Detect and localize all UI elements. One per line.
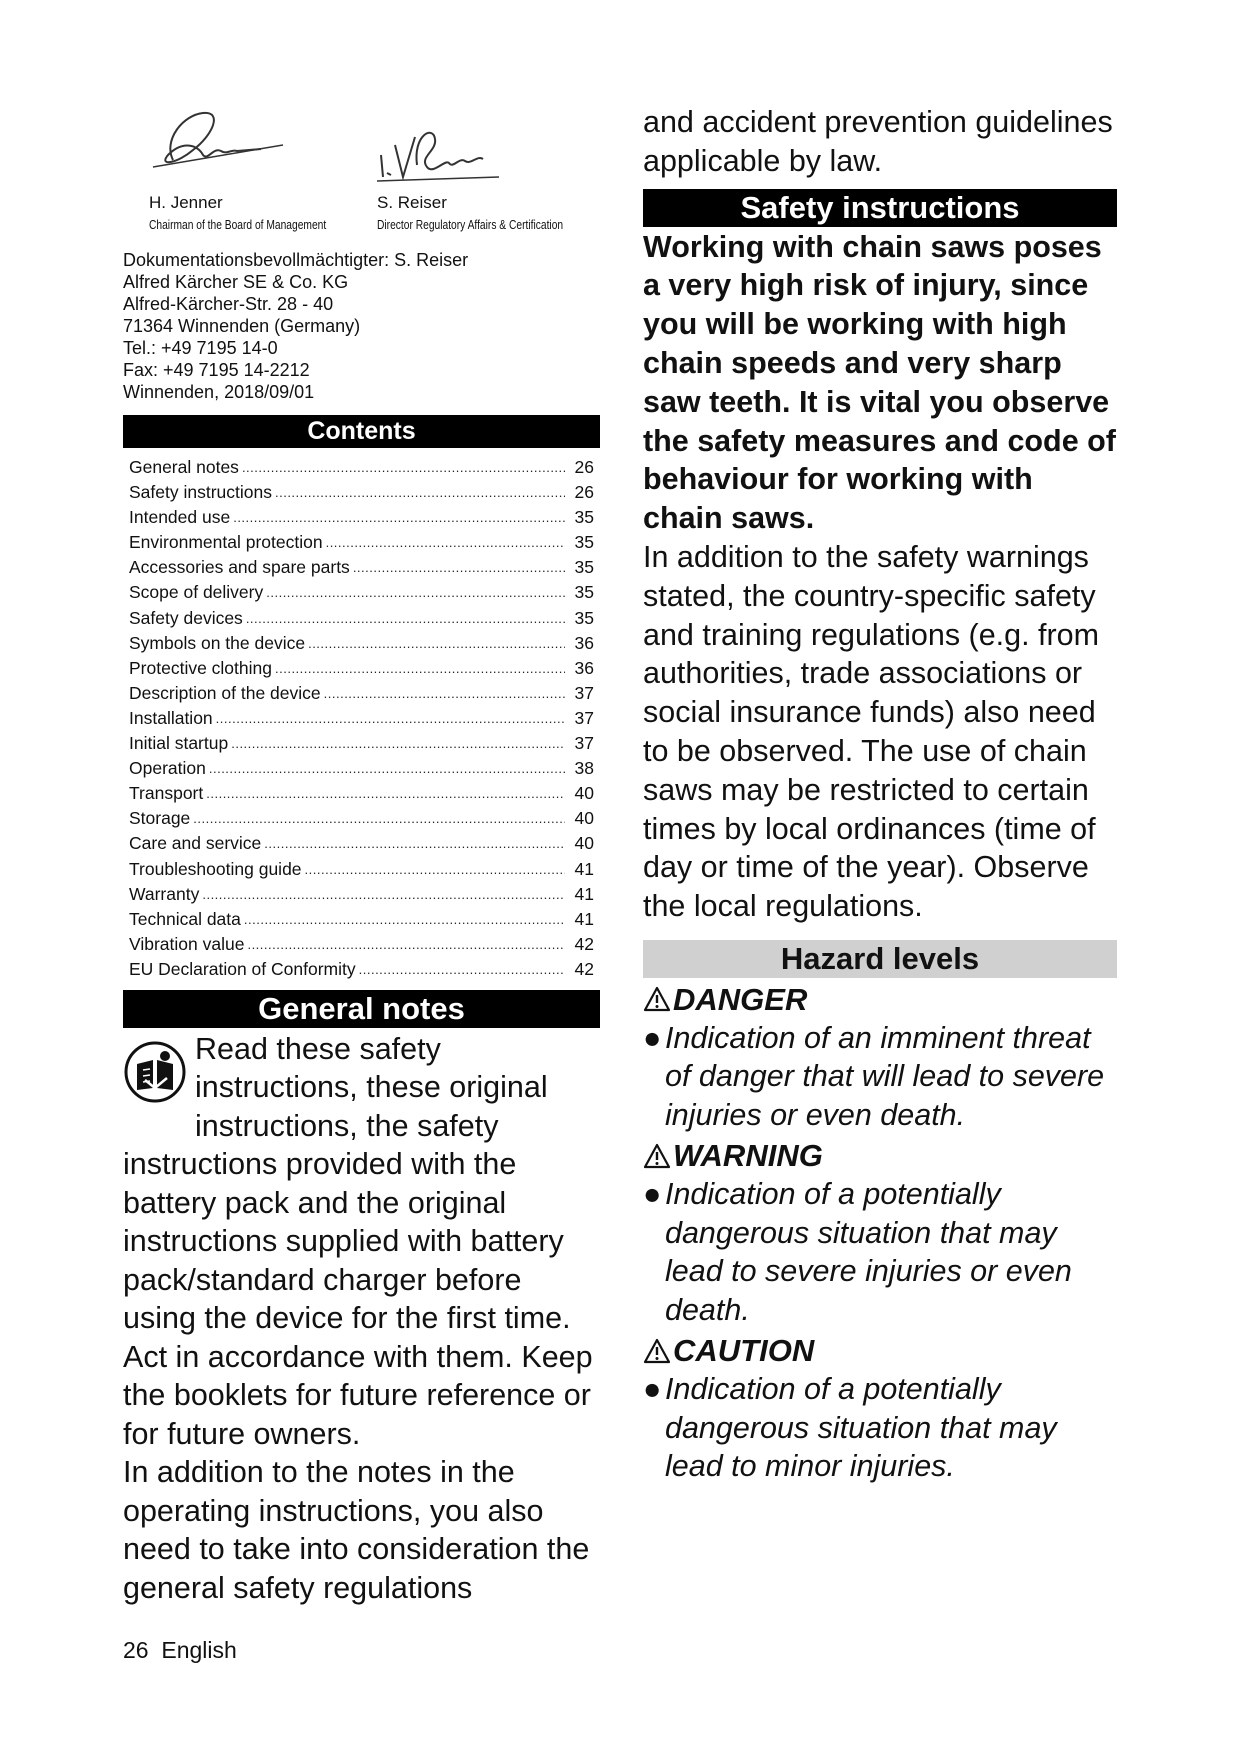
general-notes-body [123, 1030, 600, 1608]
toc-entry-page: 35 [574, 507, 594, 528]
toc-leader-dots [216, 706, 565, 731]
hazard-description [643, 1019, 1117, 1135]
signatory-name: S. Reiser [377, 193, 447, 212]
warning-triangle-icon [643, 986, 671, 1012]
signature-jenner [143, 105, 293, 185]
toc-entry [129, 857, 594, 882]
toc-entry [129, 555, 594, 580]
toc-leader-dots [266, 580, 565, 605]
toc-entry-page: 41 [574, 883, 594, 904]
toc-entry-page: 26 [574, 457, 594, 477]
read-manual-icon [123, 1040, 187, 1104]
toc-entry [129, 455, 594, 480]
signatory-name: H. Jenner [149, 193, 223, 212]
toc-entry-page: 37 [574, 682, 594, 703]
toc-entry [129, 631, 594, 656]
toc-leader-dots [202, 882, 565, 907]
toc-entry-page: 26 [574, 482, 594, 503]
safety-paragraph: In addition to the safety warnings stated, the country-specific safety and training regulations (e.g. from authorities, trade associations or social insurance funds) also need to be observed. The use of chain saws may be restricted to certain times by local ordinances (time of day or time of the year). Observe the local regulations. [643, 539, 1100, 924]
toc-entry-title: Description of the device [129, 682, 321, 703]
toc-leader-dots [231, 731, 565, 756]
toc-entry-page: 36 [574, 632, 594, 653]
address-line: 71364 Winnenden (Germany) [123, 316, 361, 336]
hazard-description-text: Indication of a potentially dangerous situation that may lead to severe injuries or even death. [665, 1177, 1072, 1327]
toc-entry-title: Transport [129, 783, 204, 804]
toc-entry-title: Protective clothing [129, 657, 272, 678]
toc-entry [129, 480, 594, 505]
page-footer [123, 1637, 237, 1664]
hazard-label-text: DANGER [673, 981, 808, 1017]
hazard-label-text: CAUTION [673, 1333, 815, 1369]
toc-leader-dots [324, 681, 565, 706]
warning-triangle-icon [643, 1338, 671, 1364]
toc-leader-dots [359, 957, 565, 982]
toc-entry [129, 756, 594, 781]
toc-entry-title: Accessories and spare parts [129, 557, 350, 578]
page-number: 26 [123, 1637, 149, 1663]
toc-leader-dots [308, 631, 565, 656]
toc-entry-page: 36 [574, 657, 594, 678]
toc-leader-dots [244, 907, 565, 932]
footer-language: English [161, 1637, 237, 1663]
left-column [123, 105, 600, 1607]
table-of-contents [123, 448, 600, 982]
address-line: Winnenden, 2018/09/01 [123, 382, 315, 402]
toc-entry-title: Scope of delivery [129, 582, 264, 603]
toc-entry [129, 932, 594, 957]
toc-leader-dots [206, 781, 565, 806]
hazard-level-warning [643, 1136, 1117, 1329]
bullet: ● [643, 1020, 662, 1055]
signature-reiser [373, 115, 503, 187]
hazard-description [643, 1175, 1117, 1329]
toc-entry [129, 907, 594, 932]
general-notes-paragraph [123, 1030, 600, 1454]
signature-block [123, 105, 600, 237]
continuation-text [643, 103, 1117, 181]
address-line: Fax: +49 7195 14-2212 [123, 360, 310, 380]
hazard-levels-heading: Hazard levels [643, 940, 1117, 978]
hazard-level-caution [643, 1331, 1117, 1486]
toc-entry-page: 35 [574, 557, 594, 578]
toc-entry-page: 35 [574, 607, 594, 628]
toc-entry-title: Installation [129, 707, 213, 728]
toc-entry [129, 731, 594, 756]
right-column [643, 103, 1117, 1486]
toc-entry-title: Troubleshooting guide [129, 858, 302, 879]
general-notes-heading: General notes [123, 990, 600, 1028]
warning-triangle-icon [643, 1143, 671, 1169]
toc-leader-dots [353, 555, 565, 580]
toc-entry [129, 882, 594, 907]
toc-leader-dots [209, 756, 565, 781]
hazard-description-text: Indication of an imminent threat of danger that will lead to severe injuries or even death. [665, 1020, 1105, 1132]
general-notes-text-1: Read these safety instructions, these original instructions, the safety instructions provided with the battery pack and the original instructions supplied with battery pack/standard charger before using the device for the first time. Act in accordance with them. Keep the booklets for future reference or for future owners. [123, 1031, 593, 1451]
toc-entry [129, 706, 594, 731]
toc-entry [129, 831, 594, 856]
toc-entry-page: 40 [574, 833, 594, 854]
toc-leader-dots [264, 831, 565, 856]
toc-entry-page: 40 [574, 783, 594, 804]
address-line: Alfred-Kärcher-Str. 28 - 40 [123, 294, 334, 314]
contents-heading: Contents [123, 415, 600, 448]
toc-entry-page: 37 [574, 733, 594, 754]
hazard-level-danger [643, 980, 1117, 1135]
toc-entry-title: Safety devices [129, 607, 243, 628]
safety-warning-bold: Working with chain saws poses a very high risk of injury, since you will be working with high chain speeds and very sharp saw teeth. It is vital you observe the safety measures and code of behaviour for working with chain saws. [643, 229, 1116, 536]
address-line: Alfred Kärcher SE & Co. KG [123, 272, 349, 292]
toc-leader-dots [326, 530, 565, 555]
safety-instructions-heading: Safety instructions [643, 189, 1117, 227]
toc-entry [129, 806, 594, 831]
toc-entry-page: 42 [574, 958, 594, 979]
bullet: ● [643, 1372, 662, 1407]
toc-entry-title: Storage [129, 808, 191, 829]
toc-entry-title: Vibration value [129, 933, 245, 954]
toc-leader-dots [275, 480, 565, 505]
hazard-label [643, 1331, 1117, 1370]
toc-entry [129, 781, 594, 806]
toc-entry-title: General notes [129, 457, 239, 477]
toc-entry [129, 681, 594, 706]
toc-entry [129, 530, 594, 555]
toc-entry [129, 957, 594, 982]
safety-text [643, 538, 1117, 926]
address-line: Dokumentationsbevollmächtigter: S. Reiser [123, 250, 469, 270]
toc-entry [129, 656, 594, 681]
toc-entry-page: 40 [574, 808, 594, 829]
company-address [123, 249, 600, 403]
toc-entry-page: 35 [574, 532, 594, 553]
toc-leader-dots [246, 606, 565, 631]
hazard-label-text: WARNING [673, 1138, 823, 1174]
toc-entry-title: Initial startup [129, 733, 229, 754]
toc-entry-title: Intended use [129, 507, 231, 528]
toc-leader-dots [193, 806, 565, 831]
toc-entry [129, 580, 594, 605]
signatory-title: Chairman of the Board of Management [149, 218, 327, 232]
toc-leader-dots [247, 932, 565, 957]
toc-entry-page: 42 [574, 933, 594, 954]
toc-entry-page: 35 [574, 582, 594, 603]
toc-entry-title: Operation [129, 758, 206, 779]
toc-entry-page: 37 [574, 707, 594, 728]
continuation-paragraph: and accident prevention guidelines applicable by law. [643, 105, 1113, 178]
toc-entry-title: Warranty [129, 883, 200, 904]
toc-entry [129, 606, 594, 631]
general-notes-paragraph: In addition to the notes in the operating instructions, you also need to take into consideration the general safety regulations [123, 1455, 590, 1605]
hazard-label [643, 980, 1117, 1019]
toc-entry-page: 41 [574, 858, 594, 879]
toc-leader-dots [305, 857, 565, 882]
toc-entry-page: 38 [574, 758, 594, 779]
signatory-title: Director Regulatory Affairs & Certification [377, 218, 564, 232]
toc-leader-dots [242, 455, 565, 480]
toc-entry-title: Safety instructions [129, 482, 272, 503]
toc-leader-dots [275, 656, 565, 681]
bullet: ● [643, 1177, 662, 1212]
toc-entry-title: Technical data [129, 908, 241, 929]
toc-leader-dots [233, 505, 565, 530]
hazard-description-text: Indication of a potentially dangerous situation that may lead to minor injuries. [665, 1372, 1057, 1484]
toc-entry-title: Environmental protection [129, 532, 323, 553]
toc-entry [129, 505, 594, 530]
toc-entry-page: 41 [574, 908, 594, 929]
hazard-description [643, 1370, 1117, 1486]
toc-entry-title: Care and service [129, 833, 262, 854]
toc-entry-title: Symbols on the device [129, 632, 306, 653]
address-line: Tel.: +49 7195 14-0 [123, 338, 278, 358]
hazard-label [643, 1136, 1117, 1175]
toc-entry-title: EU Declaration of Conformity [129, 958, 356, 979]
